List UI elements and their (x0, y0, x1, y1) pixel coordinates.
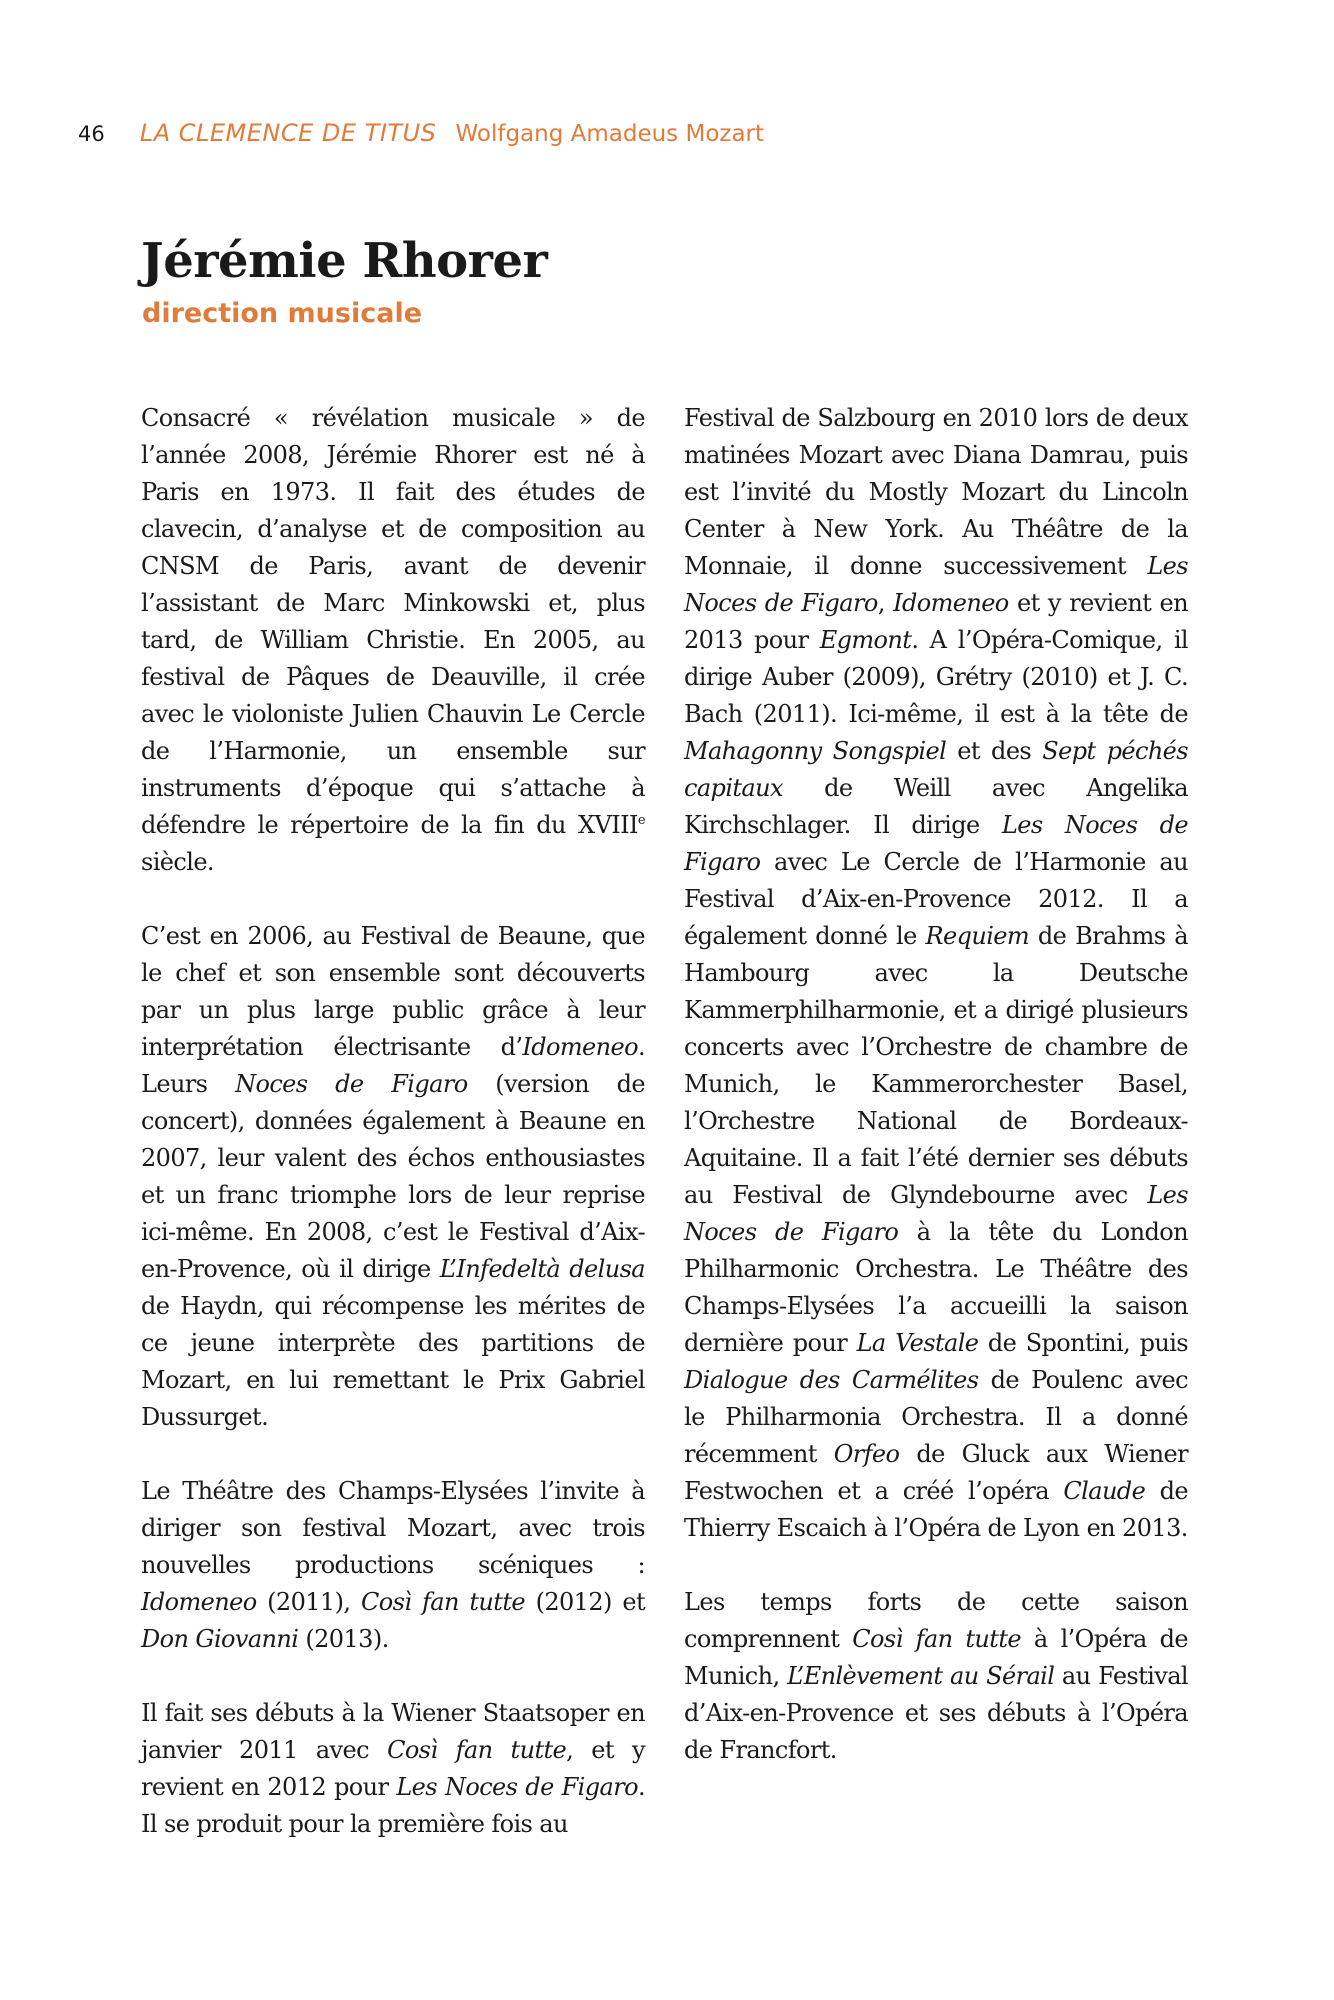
bio-paragraph: Il fait ses débuts à la Wiener Staatsoper en janvier 2011 avec Così fan tutte, et y revient en 2012 pour Les Noces de Figaro. Il se produit pour la première fois au (141, 1699, 646, 1838)
artist-role: direction musicale (142, 298, 423, 329)
artist-name: Jérémie Rhorer (141, 233, 548, 289)
bio-column-left (141, 400, 645, 1880)
opera-title: LA CLEMENCE DE TITUS (139, 119, 437, 147)
composer-name: Wolfgang Amadeus Mozart (455, 121, 765, 147)
bio-paragraph: Festival de Salzbourg en 2010 lors de deux matinées Mozart avec Diana Damrau, puis est l’invité du Mostly Mozart du Lincoln Center à New York. Au Théâtre de la Monnaie, il donne successivement Les Noces de Figaro, Idomeneo et y revient en 2013 pour Egmont. A l’Opéra-Comique, il dirige Auber (2009), Grétry (2010) et J. C. Bach (2011). Ici-même, il est à la tête de Mahagonny Songspiel et des Sept péchés capitaux de Weill avec Angelika Kirchschlager. Il dirige Les Noces de Figaro avec Le Cercle de l’Harmonie au Festival d’Aix-en-Provence 2012. Il a également donné le Requiem de Brahms à Hambourg avec la Deutsche Kammerphilharmonie, et a dirigé plusieurs concerts avec l’Orchestre de chambre de Munich, le Kammerorchester Basel, l’Orchestre National de Bordeaux-Aquitaine. Il a fait l’été dernier ses débuts au Festival de Glyndebourne avec Les Noces de Figaro à la tête du London Philharmonic Orchestra. Le Théâtre des Champs-Elysées l’a accueilli la saison dernière pour La Vestale de Spontini, puis Dialogue des Carmélites de Poulenc avec le Philharmonia Orchestra. Il a donné récemment Orfeo de Gluck aux Wiener Festwochen et a créé l’opéra Claude de Thierry Escaich à l’Opéra de Lyon en 2013. (684, 404, 1188, 1542)
bio-column-right (684, 400, 1188, 1806)
bio-paragraph: Les temps forts de cette saison comprennent Così fan tutte à l’Opéra de Munich, L’Enlèvement au Sérail au Festival d’Aix-en-Provence et ses débuts à l’Opéra de Francfort. (684, 1588, 1189, 1764)
bio-paragraph: C’est en 2006, au Festival de Beaune, que le chef et son ensemble sont découverts par un plus large public grâce à leur interprétation électrisante d’Idomeneo. Leurs Noces de Figaro (version de concert), données également à Beaune en 2007, leur valent des échos enthousiastes et un franc triomphe lors de leur reprise ici-même. En 2008, c’est le Festival d’Aix-en-Provence, où il dirige L’Infedeltà delusa de Haydn, qui récompense les mérites de ce jeune interprète des partitions de Mozart, en lui remettant le Prix Gabriel Dussurget. (141, 922, 645, 1431)
page-header (78, 119, 764, 147)
bio-paragraph: Consacré « révélation musicale » de l’année 2008, Jérémie Rhorer est né à Paris en 1973. Il fait des études de clavecin, d’analyse et de composition au CNSM de Paris, avant de devenir l’assistant de Marc Minkowski et, plus tard, de William Christie. En 2005, au festival de Pâques de Deauville, il crée avec le violoniste Julien Chauvin Le Cercle de l’Harmonie, un ensemble sur instruments d’époque qui s’attache à défendre le répertoire de la fin du XVIIIe siècle. (141, 404, 645, 876)
page-number: 46 (78, 122, 105, 146)
bio-paragraph: Le Théâtre des Champs-Elysées l’invite à diriger son festival Mozart, avec trois nouvelles productions scéniques : Idomeneo (2011), Così fan tutte (2012) et Don Giovanni (2013). (141, 1477, 645, 1653)
